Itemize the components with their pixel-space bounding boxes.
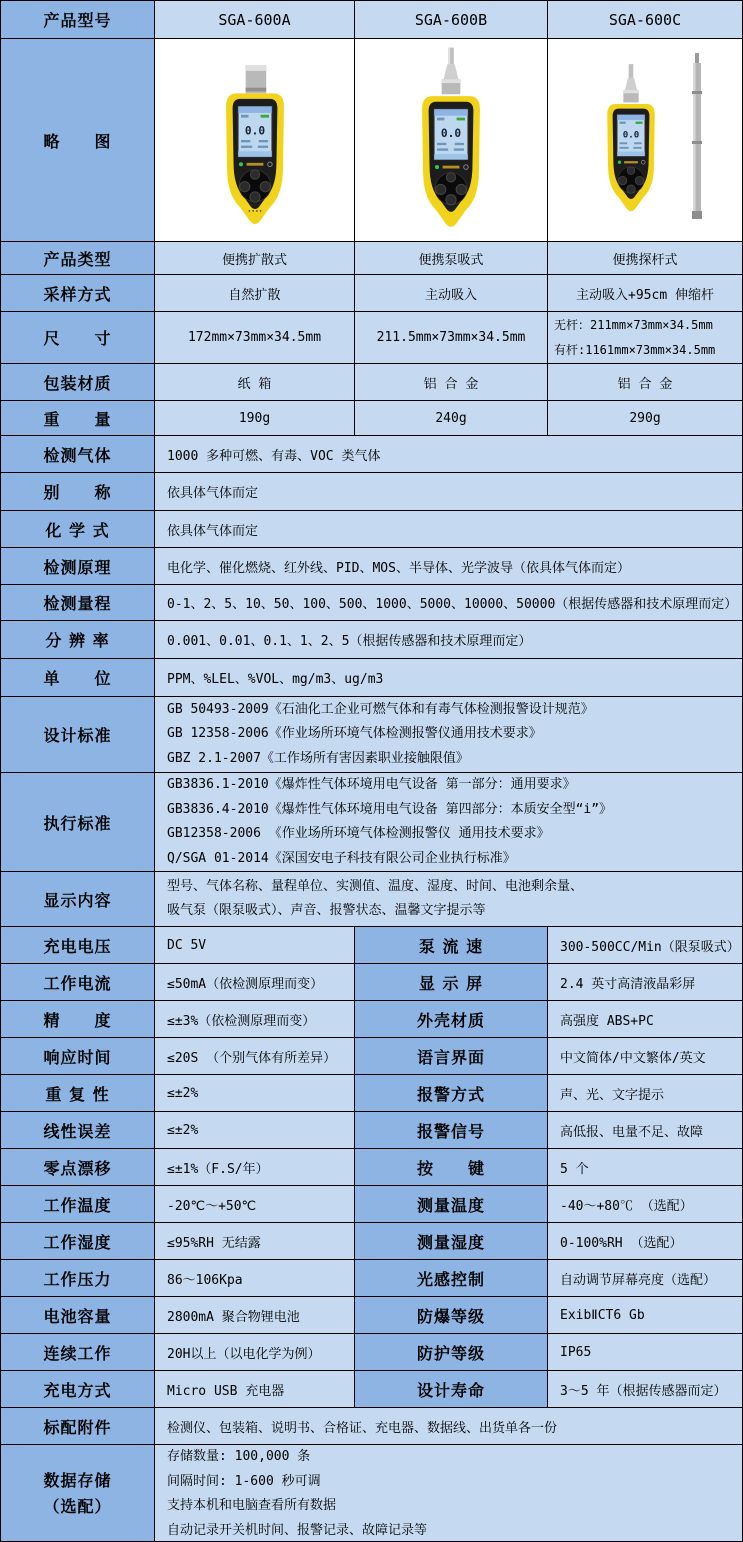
label-product-model: 产品型号 [1,1,155,38]
label-charge-method: 充电方式 [1,1371,155,1407]
label-design-life: 设计寿命 [355,1371,548,1407]
packaging-a: 纸 箱 [155,364,355,400]
row-working-pressure [1,1260,742,1297]
measure-temp-value: -40～+80℃ （选配） [548,1186,742,1222]
product-type-a: 便携扩散式 [155,242,355,274]
label-language: 语言界面 [355,1038,548,1074]
battery-value: 2800mA 聚合物锂电池 [155,1297,355,1333]
label-weight: 重 量 [1,401,155,435]
gas-value: 1000 多种可燃、有毒、VOC 类气体 [155,436,742,472]
row-dimensions [1,312,742,364]
label-principle: 检测原理 [1,548,155,584]
label-charge-voltage: 充电电压 [1,927,155,963]
telescopic-rod [689,51,705,229]
continuous-work-value: 20H以上（以电化学为例） [155,1334,355,1370]
row-display-content [1,872,742,927]
exec-standard-line1: GB3836.1-2010《爆炸性气体环境用电气设备 第一部分：通用要求》 [167,777,576,792]
device-screen-reading: 0.0 [622,129,640,141]
row-working-humidity [1,1223,742,1260]
led-indicator [618,161,621,164]
label-linearity-error: 线性误差 [1,1112,155,1148]
explosion-proof-value: ExibⅡCT6 Gb [548,1297,742,1333]
zero-drift-value: ≤±1%（F.S/年） [155,1149,355,1185]
measure-humidity-value: 0-100%RH （选配） [548,1223,742,1259]
label-alarm-signal: 报警信号 [355,1112,548,1148]
label-working-pressure: 工作压力 [1,1260,155,1296]
label-unit: 单 位 [1,659,155,696]
label-display-content: 显示内容 [1,872,155,926]
exec-standard-line4: Q/SGA 01-2014《深国安电子科技有限公司企业执行标准》 [167,850,516,866]
led-indicator [238,162,242,166]
label-product-type: 产品类型 [1,242,155,274]
label-light-control: 光感控制 [355,1260,548,1296]
device-photo-pump [395,47,507,233]
dimensions-c [548,312,742,363]
label-working-temp: 工作温度 [1,1186,155,1222]
row-resolution [1,621,742,659]
response-time-value: ≤20S （个别气体有所差异） [155,1038,355,1074]
linearity-error-value: ≤±2% [155,1112,355,1148]
design-standard-line2: GB 12358-2006《作业场所环境气体检测报警仪通用技术要求》 [167,726,542,742]
working-pressure-value: 86～106Kpa [155,1260,355,1296]
display-content-line2: 吸气泵（限泵吸式）、声音、报警状态、温馨文字提示等 [167,903,486,918]
model-a: SGA-600A [155,1,355,38]
label-protection-rating: 防护等级 [355,1334,548,1370]
label-working-humidity: 工作湿度 [1,1223,155,1259]
label-formula: 化 学 式 [1,511,155,547]
led-indicator [435,165,439,169]
display-content-line1: 型号、气体名称、量程单位、实测值、温度、湿度、时间、电池剩余量、 [167,878,584,894]
dimensions-b: 211.5mm×73mm×34.5mm [355,312,548,363]
label-accessories: 标配附件 [1,1408,155,1444]
protection-rating-value: IP65 [548,1334,742,1370]
label-alarm-mode: 报警方式 [355,1075,548,1111]
dimensions-c-line1: 无杆：211mm×73mm×34.5mm [554,318,713,332]
label-display-screen: 显 示 屏 [355,964,548,1000]
shell-material-value: 高强度 ABS+PC [548,1001,742,1037]
label-data-storage-line2: （选配） [43,1497,112,1516]
design-standard-value [155,697,742,772]
row-charge-method [1,1371,742,1408]
row-alias [1,473,742,511]
row-gas [1,436,742,473]
label-dimensions: 尺 寸 [1,312,155,363]
light-control-value: 自动调节屏幕亮度（选配） [548,1260,742,1296]
photo-sga-600a [155,39,355,241]
sampling-c: 主动吸入+95cm 伸缩杆 [548,275,742,311]
packaging-c: 铝 合 金 [548,364,742,400]
label-sketch: 略 图 [1,39,155,241]
label-data-storage-line1: 数据存储 [43,1471,112,1490]
design-life-value: 3～5 年（根据传感器而定） [548,1371,742,1407]
label-exec-standard: 执行标准 [1,773,155,871]
display-screen-value: 2.4 英寸高清液晶彩屏 [548,964,742,1000]
label-zero-drift: 零点漂移 [1,1149,155,1185]
label-resolution: 分 辨 率 [1,621,155,658]
label-accuracy: 精 度 [1,1001,155,1037]
label-alias: 别 称 [1,473,155,510]
label-data-storage [1,1445,155,1542]
label-pump-flow: 泵 流 速 [355,927,548,963]
label-gas: 检测气体 [1,436,155,472]
row-packaging [1,364,742,401]
row-sketch [1,39,742,242]
label-explosion-proof: 防爆等级 [355,1297,548,1333]
design-standard-line1: GB 50493-2009《石油化工企业可燃气体和有毒气体检测报警设计规范》 [167,701,594,717]
row-weight [1,401,742,436]
row-working-current [1,964,742,1001]
language-value: 中文简体/中文繁体/英文 [548,1038,742,1074]
label-buttons: 按 键 [355,1149,548,1185]
label-repeatability: 重 复 性 [1,1075,155,1111]
charge-method-value: Micro USB 充电器 [155,1371,355,1407]
label-design-standard: 设计标准 [1,697,155,772]
weight-b: 240g [355,401,548,435]
device-screen-reading: 0.0 [440,127,462,141]
label-continuous-work: 连续工作 [1,1334,155,1370]
data-storage-line4: 自动记录开关机时间、报警记录、故障记录等 [167,1522,428,1538]
exec-standard-value [155,773,742,871]
exec-standard-line3: GB12358-2006 《作业场所环境气体检测报警仪 通用技术要求》 [167,826,550,841]
row-principle [1,548,742,585]
label-working-current: 工作电流 [1,964,155,1000]
label-measure-humidity: 测量湿度 [355,1223,548,1259]
row-battery [1,1297,742,1334]
dimensions-c-line2: 有杆:1161mm×73mm×34.5mm [554,342,716,357]
label-response-time: 响应时间 [1,1038,155,1074]
label-range: 检测量程 [1,585,155,620]
row-response-time [1,1038,742,1075]
unit-value: PPM、%LEL、%VOL、mg/m3、ug/m3 [155,659,742,696]
row-sampling [1,275,742,312]
row-unit [1,659,742,697]
row-design-standard [1,697,742,773]
label-packaging: 包装材质 [1,364,155,400]
row-data-storage [1,1445,742,1542]
product-type-b: 便携泵吸式 [355,242,548,274]
photo-sga-600b [355,39,548,241]
working-temp-value: -20℃～+50℃ [155,1186,355,1222]
accessories-value: 检测仪、包装箱、说明书、合格证、充电器、数据线、出货单各一份 [155,1408,742,1444]
device-photo-probe [585,64,677,216]
working-humidity-value: ≤95%RH 无结露 [155,1223,355,1259]
packaging-b: 铝 合 金 [355,364,548,400]
model-c: SGA-600C [548,1,742,38]
device-screen-reading: 0.0 [244,124,265,138]
row-exec-standard [1,773,742,872]
photo-sga-600c [548,39,742,241]
weight-c: 290g [548,401,742,435]
label-measure-temp: 测量温度 [355,1186,548,1222]
repeatability-value: ≤±2% [155,1075,355,1111]
row-linearity-error [1,1112,742,1149]
label-sampling: 采样方式 [1,275,155,311]
working-current-value: ≤50mA（依检测原理而变） [155,964,355,1000]
data-storage-value [155,1445,742,1542]
alarm-signal-value: 高低报、电量不足、故障 [548,1112,742,1148]
alarm-mode-value: 声、光、文字提示 [548,1075,742,1111]
exec-standard-line2: GB3836.4-2010《爆炸性气体环境用电气设备 第四部分：本质安全型“i”》 [167,801,613,817]
row-continuous-work [1,1334,742,1371]
label-battery: 电池容量 [1,1297,155,1333]
sampling-b: 主动吸入 [355,275,548,311]
buttons-value: 5 个 [548,1149,742,1185]
data-storage-line3: 支持本机和电脑查看所有数据 [167,1498,337,1513]
principle-value: 电化学、催化燃烧、红外线、PID、MOS、半导体、光学波导（依具体气体而定） [155,548,742,584]
formula-value: 依具体气体而定 [155,511,742,547]
dimensions-a: 172mm×73mm×34.5mm [155,312,355,363]
label-shell-material: 外壳材质 [355,1001,548,1037]
row-zero-drift [1,1149,742,1186]
product-type-c: 便携探杆式 [548,242,742,274]
range-value: 0-1、2、5、10、50、100、500、1000、5000、10000、50000（根据传感器和技术原理而定） [155,585,742,620]
sampling-a: 自然扩散 [155,275,355,311]
row-model [1,1,742,39]
accuracy-value: ≤±3%（依检测原理而变） [155,1001,355,1037]
device-photo-diffusion [199,50,311,230]
resolution-value: 0.001、0.01、0.1、1、2、5（根据传感器和技术原理而定） [155,621,742,658]
row-accuracy [1,1001,742,1038]
model-b: SGA-600B [355,1,548,38]
row-charge-voltage [1,927,742,964]
row-product-type [1,242,742,275]
alias-value: 依具体气体而定 [155,473,742,510]
row-accessories [1,1408,742,1445]
data-storage-line2: 间隔时间: 1-600 秒可调 [167,1473,321,1489]
row-range [1,585,742,621]
row-formula [1,511,742,548]
row-working-temp [1,1186,742,1223]
row-repeatability [1,1075,742,1112]
weight-a: 190g [155,401,355,435]
design-standard-line3: GBZ 2.1-2007《工作场所有害因素职业接触限值》 [167,750,469,766]
charge-voltage-value: DC 5V [155,927,355,963]
data-storage-line1: 存储数量: 100,000 条 [167,1449,311,1464]
pump-flow-value: 300-500CC/Min（限泵吸式） [548,927,742,963]
display-content-value [155,872,742,926]
